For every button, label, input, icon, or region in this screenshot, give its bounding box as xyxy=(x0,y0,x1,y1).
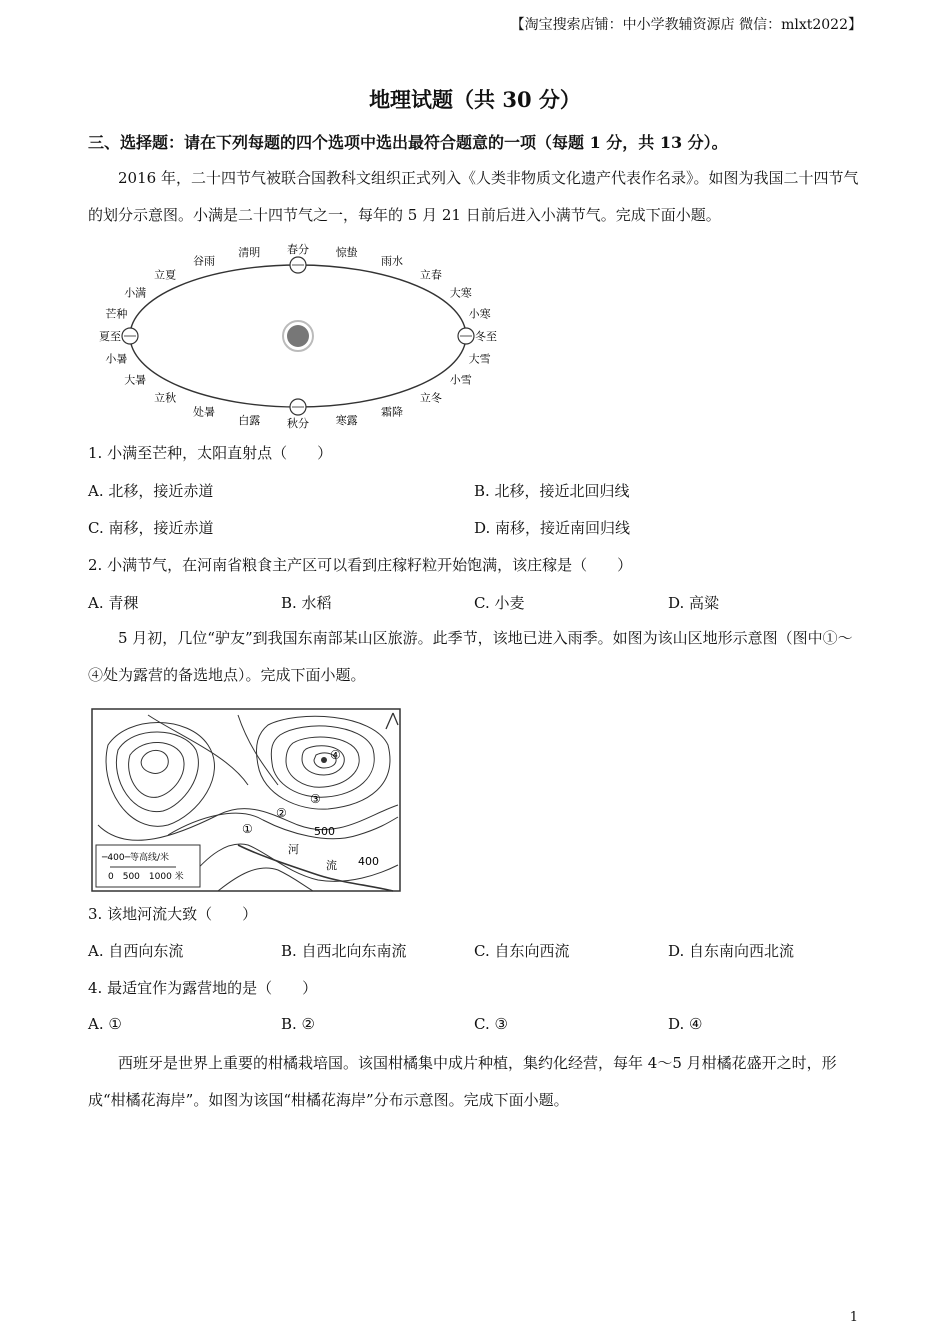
term-label: 芒种 xyxy=(105,307,128,321)
q4-stem: 4. 最适宜作为露营地的是（ ） xyxy=(88,979,318,997)
q2-option-a: A. 青稞 xyxy=(88,594,139,612)
legend-contour: ─400─等高线/米 xyxy=(102,853,170,863)
peak-icon xyxy=(321,757,327,763)
q3-option-a: A. 自西向东流 xyxy=(88,942,184,960)
term-label: 谷雨 xyxy=(193,254,215,268)
q1-option-b: B. 北移，接近北回归线 xyxy=(474,482,630,500)
q2-stem: 2. 小满节气，在河南省粮食主产区可以看到庄稼籽粒开始饱满，该庄稼是（ ） xyxy=(88,556,633,574)
term-label: 冬至 xyxy=(475,330,497,343)
term-label: 立冬 xyxy=(419,391,442,405)
q3-option-c: C. 自东向西流 xyxy=(474,942,570,960)
term-label: 白露 xyxy=(238,414,261,427)
term-label: 春分 xyxy=(287,243,309,256)
term-label: 秋分 xyxy=(287,417,309,430)
q2-option-c: C. 小麦 xyxy=(474,594,525,612)
page-header: 【淘宝搜索店铺：中小学教辅资源店 微信：mlxt2022】 xyxy=(510,17,862,33)
topographic-map xyxy=(88,705,404,895)
term-label: 小暑 xyxy=(105,352,128,366)
page-title: 地理试题（共 30 分） xyxy=(369,87,581,112)
q1-option-d: D. 南移，接近南回归线 xyxy=(474,519,631,537)
term-label: 霜降 xyxy=(381,405,403,419)
term-label: 大暑 xyxy=(124,373,147,387)
q4-option-a: A. ① xyxy=(88,1015,122,1033)
term-label: 大雪 xyxy=(468,352,491,366)
term-label: 夏至 xyxy=(99,330,121,343)
q4-option-b: B. ② xyxy=(281,1015,316,1033)
term-label: 惊蛰 xyxy=(335,246,358,259)
term-label: 小寒 xyxy=(468,307,491,321)
passage-1: 2016 年，二十四节气被联合国教科文组织正式列入《人类非物质文化遗产代表作名录》。如图为我国二十四节气的划分示意图。小满是二十四节气之一，每年的 5 月 21 日前后进入小满节气。完成下面小题。 xyxy=(88,169,859,224)
sun-icon xyxy=(287,325,309,347)
site-2-label: ② xyxy=(276,806,287,820)
contour-label-500: 500 xyxy=(314,825,335,838)
term-label: 立夏 xyxy=(154,268,177,282)
river-label-liu: 流 xyxy=(326,859,337,872)
section-heading: 三、选择题：请在下列每题的四个选项中选出最符合题意的一项（每题 1 分，共 13 分）。 xyxy=(88,133,728,152)
term-label: 寒露 xyxy=(335,414,358,427)
q1-option-c: C. 南移，接近赤道 xyxy=(88,519,214,537)
term-label: 清明 xyxy=(238,246,261,259)
site-1-label: ① xyxy=(242,822,253,836)
q1-option-a: A. 北移，接近赤道 xyxy=(88,482,214,500)
term-label: 小满 xyxy=(124,286,147,300)
passage-2: 5 月初，几位“驴友”到我国东南部某山区旅游。此季节，该地已进入雨季。如图为该山区地形示意图（图中①～④处为露营的备选地点）。完成下面小题。 xyxy=(88,629,853,684)
q1-stem: 1. 小满至芒种，太阳直射点（ ） xyxy=(88,444,333,462)
q4-option-c: C. ③ xyxy=(474,1015,508,1033)
term-label: 立秋 xyxy=(154,391,177,405)
term-label: 立春 xyxy=(419,268,442,282)
q3-option-d: D. 自东南向西北流 xyxy=(668,942,795,960)
site-3-label: ③ xyxy=(310,792,321,806)
site-4-label: ④ xyxy=(330,748,341,762)
river-label-he: 河 xyxy=(288,843,299,856)
term-label: 小雪 xyxy=(449,373,472,387)
passage-3: 西班牙是世界上重要的柑橘栽培国。该国柑橘集中成片种植，集约化经营，每年 4～5 月柑橘花盛开之时，形成“柑橘花海岸”。如图为该国“柑橘花海岸”分布示意图。完成下面小题。 xyxy=(88,1054,837,1109)
term-label: 大寒 xyxy=(449,286,472,300)
solar-terms-diagram xyxy=(88,240,508,430)
term-label: 处暑 xyxy=(193,405,215,419)
q3-stem: 3. 该地河流大致（ ） xyxy=(88,905,258,923)
page-number: 1 xyxy=(849,1310,858,1325)
term-label: 雨水 xyxy=(381,254,403,268)
q2-option-b: B. 水稻 xyxy=(281,594,332,612)
q3-option-b: B. 自西北向东南流 xyxy=(281,942,407,960)
legend-scale: 0 500 1000 米 xyxy=(108,872,184,882)
q2-option-d: D. 高粱 xyxy=(668,594,720,612)
q4-option-d: D. ④ xyxy=(668,1015,703,1033)
contour-label-400: 400 xyxy=(358,855,379,868)
